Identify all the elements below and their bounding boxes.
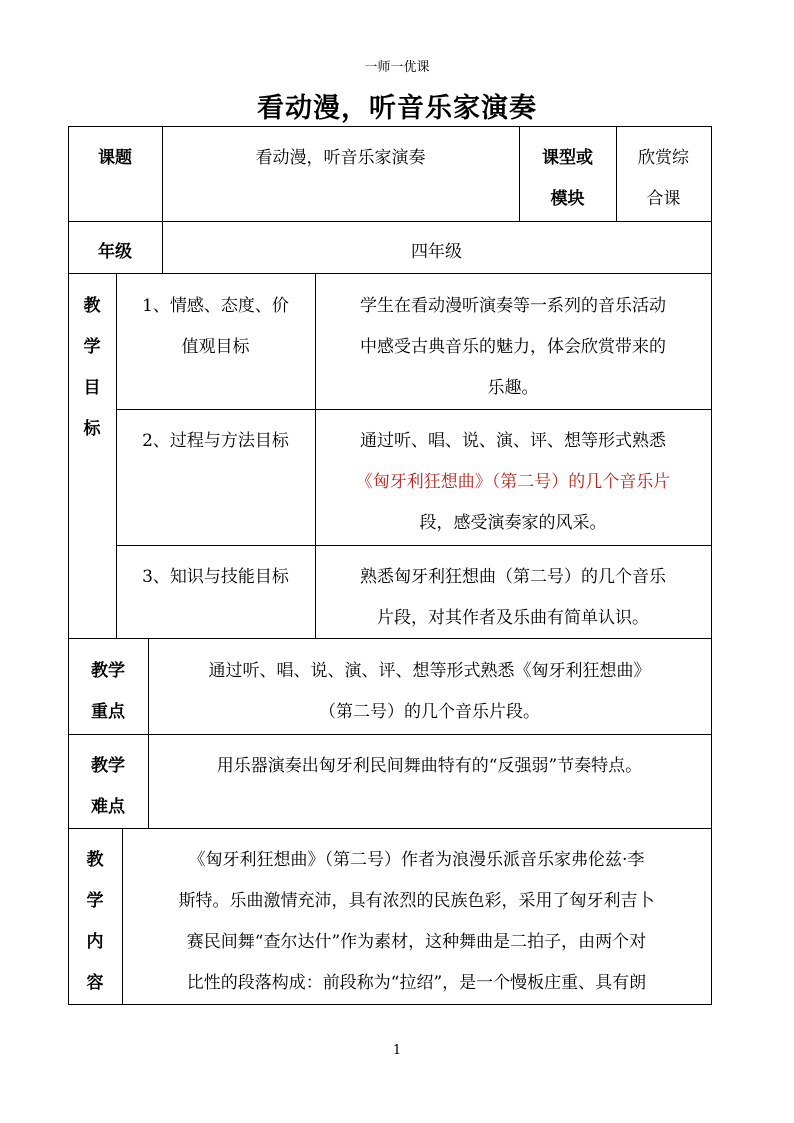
goal-text-2 bbox=[315, 421, 711, 544]
goal-text-1 bbox=[315, 286, 711, 409]
lesson-type-label-line: 模块 bbox=[550, 189, 585, 209]
content-label bbox=[68, 840, 122, 1004]
content-text-line: 斯特。乐曲激情充沛，具有浓烈的民族色彩，采用了匈牙利吉卜 bbox=[178, 891, 655, 911]
goals-label-char: 目 bbox=[83, 378, 101, 398]
goal-name-2 bbox=[116, 421, 315, 462]
goals-label-char: 学 bbox=[83, 337, 101, 357]
key-points-label-line: 重点 bbox=[91, 702, 125, 722]
goals-label bbox=[68, 286, 116, 450]
goal-text-line: 乐趣。 bbox=[487, 378, 539, 398]
goal-name-line: 2、过程与方法目标 bbox=[142, 431, 289, 451]
goal-text-line: 熟悉匈牙利狂想曲（第二号）的几个音乐 bbox=[360, 567, 666, 587]
difficulty-label bbox=[68, 746, 148, 828]
goal-name-line: 值观目标 bbox=[181, 337, 250, 357]
goals-label-char: 教 bbox=[83, 296, 101, 316]
key-points-label bbox=[68, 651, 148, 733]
lesson-type-value-line: 欣赏综 bbox=[638, 148, 689, 168]
goal-name-1 bbox=[116, 286, 315, 368]
goal-text-line: 《匈牙利狂想曲》（第二号）的几个音乐片 bbox=[355, 472, 671, 492]
goal-text-3 bbox=[315, 557, 711, 639]
content-text-line: 《匈牙利狂想曲》（第二号）作者为浪漫乐派音乐家弗伦兹·李 bbox=[188, 850, 645, 870]
lesson-type-label-line: 课型或 bbox=[542, 148, 593, 168]
goal-name-line: 1、情感、态度、价 bbox=[142, 296, 289, 316]
lesson-type-value bbox=[616, 138, 711, 220]
key-points-label-line: 教学 bbox=[91, 661, 125, 681]
goal-name-3 bbox=[116, 557, 315, 598]
topic-label: 课题 bbox=[98, 148, 132, 168]
goal-text-line: 片段，对其作者及乐曲有简单认识。 bbox=[377, 608, 649, 628]
difficulty-label-line: 难点 bbox=[91, 797, 125, 817]
content-label-char: 内 bbox=[86, 932, 104, 952]
key-points-text-line: 通过听、唱、说、演、评、想等形式熟悉《匈牙利狂想曲》 bbox=[208, 661, 651, 681]
difficulty-label-line: 教学 bbox=[91, 756, 125, 776]
content-label-char: 学 bbox=[86, 891, 104, 911]
goals-label-char: 标 bbox=[83, 419, 101, 439]
content-text bbox=[122, 840, 711, 1004]
page-number: 1 bbox=[392, 1043, 402, 1058]
goal-text-line: 通过听、唱、说、演、评、想等形式熟悉 bbox=[360, 431, 666, 451]
key-points-text bbox=[148, 651, 711, 733]
grade-value: 四年级 bbox=[411, 242, 462, 262]
content-text-line: 赛民间舞“查尔达什”作为素材，这种舞曲是二拍子，由两个对 bbox=[186, 932, 647, 952]
lesson-type-value-line: 合课 bbox=[646, 189, 681, 209]
content-label-char: 容 bbox=[86, 973, 104, 993]
document-title: 看动漫，听音乐家演奏 bbox=[257, 93, 537, 124]
goal-text-line: 中感受古典音乐的魅力，体会欣赏带来的 bbox=[360, 337, 666, 357]
goal-text-line: 段，感受演奏家的风采。 bbox=[419, 513, 607, 533]
content-label-char: 教 bbox=[86, 850, 104, 870]
topic-value: 看动漫，听音乐家演奏 bbox=[255, 148, 426, 168]
goal-text-line: 学生在看动漫听演奏等一系列的音乐活动 bbox=[360, 296, 666, 316]
key-points-text-line: （第二号）的几个音乐片段。 bbox=[319, 702, 540, 722]
lesson-type-label bbox=[519, 138, 616, 220]
page-header: 一师一优课 bbox=[364, 60, 430, 75]
goal-name-line: 3、知识与技能目标 bbox=[142, 567, 289, 587]
grade-label: 年级 bbox=[98, 242, 132, 262]
difficulty-text: 用乐器演奏出匈牙利民间舞曲特有的“反强弱”节奏特点。 bbox=[216, 756, 643, 776]
content-text-line: 比性的段落构成：前段称为“拉绍”，是一个慢板庄重、具有朗 bbox=[186, 973, 647, 993]
